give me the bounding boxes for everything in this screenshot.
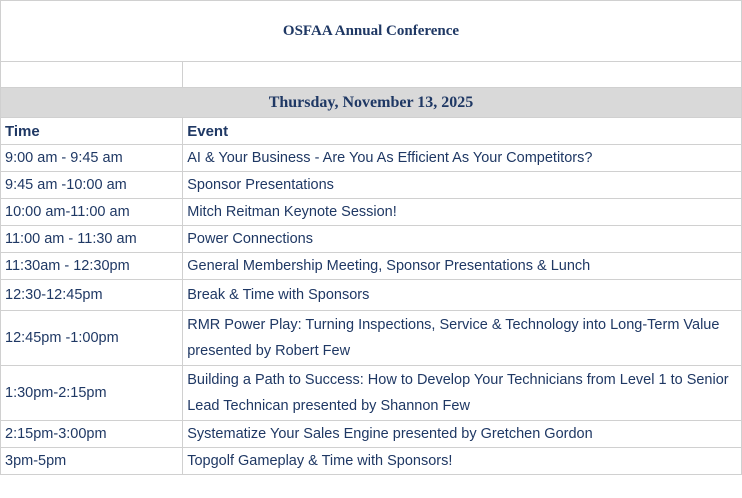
- table-row: [1, 448, 742, 475]
- row-event: Systematize Your Sales Engine presented by Gretchen Gordon: [183, 421, 742, 448]
- row-event: Break & Time with Sponsors: [183, 280, 742, 311]
- row-event: RMR Power Play: Turning Inspections, Service & Technology into Long-Term Value presented by Robert Few: [183, 311, 742, 366]
- row-time: 2:15pm-3:00pm: [1, 421, 183, 448]
- spacer-cell-event: [183, 62, 742, 88]
- row-time: 12:45pm -1:00pm: [1, 311, 183, 366]
- column-header-row: [1, 118, 742, 145]
- document-title: OSFAA Annual Conference: [1, 1, 742, 62]
- row-time: 12:30-12:45pm: [1, 280, 183, 311]
- date-banner-row: [1, 88, 742, 118]
- row-time: 11:30am - 12:30pm: [1, 253, 183, 280]
- table-row: [1, 172, 742, 199]
- table-row: [1, 199, 742, 226]
- row-event: Topgolf Gameplay & Time with Sponsors!: [183, 448, 742, 475]
- date-banner: Thursday, November 13, 2025: [1, 88, 742, 118]
- table-row: [1, 226, 742, 253]
- row-event: General Membership Meeting, Sponsor Presentations & Lunch: [183, 253, 742, 280]
- row-event: Power Connections: [183, 226, 742, 253]
- row-event: AI & Your Business - Are You As Efficient As Your Competitors?: [183, 145, 742, 172]
- table-row: [1, 421, 742, 448]
- row-time: 3pm-5pm: [1, 448, 183, 475]
- row-event: Sponsor Presentations: [183, 172, 742, 199]
- row-time: 1:30pm-2:15pm: [1, 366, 183, 421]
- table-row: [1, 311, 742, 366]
- row-time: 9:00 am - 9:45 am: [1, 145, 183, 172]
- row-event: Mitch Reitman Keynote Session!: [183, 199, 742, 226]
- table-row: [1, 253, 742, 280]
- spacer-row: [1, 62, 742, 88]
- table-row: [1, 145, 742, 172]
- table-row: [1, 366, 742, 421]
- row-time: 9:45 am -10:00 am: [1, 172, 183, 199]
- row-event: Building a Path to Success: How to Develop Your Technicians from Level 1 to Senior Lead Technican presented by Shannon Few: [183, 366, 742, 421]
- column-header-event: Event: [183, 118, 742, 145]
- document-title-row: [1, 1, 742, 62]
- row-time: 11:00 am - 11:30 am: [1, 226, 183, 253]
- row-time: 10:00 am-11:00 am: [1, 199, 183, 226]
- table-row: [1, 280, 742, 311]
- spacer-cell-time: [1, 62, 183, 88]
- column-header-time: Time: [1, 118, 183, 145]
